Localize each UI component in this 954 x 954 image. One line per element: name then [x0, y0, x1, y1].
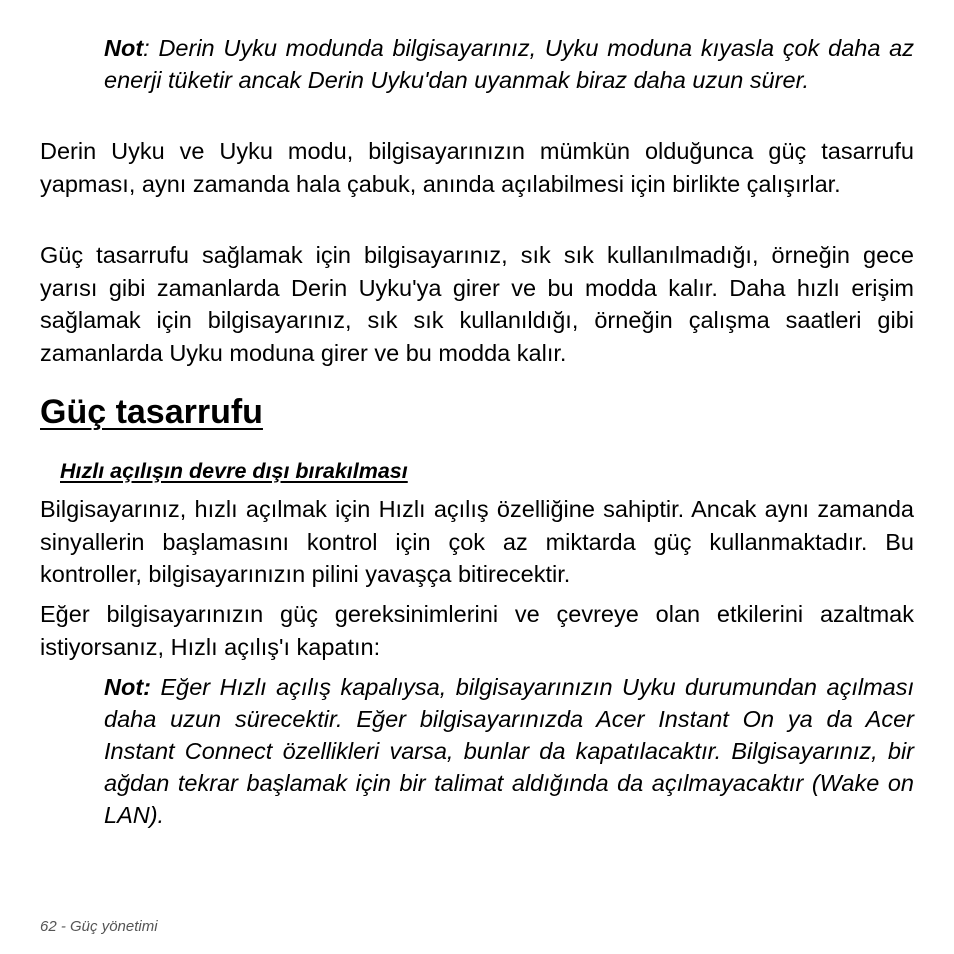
- note-text: Eğer Hızlı açılış kapalıysa, bilgisayarınızın Uyku durumundan açılması daha uzun sürecektir. Eğer bilgisayarınızda Acer Instant On ya da Acer Instant Connect özellikleri varsa, bunlar da kapatılacaktır. Bilgisayarınız, bir ağdan tekrar başlamak için bir talimat aldığında da açılmayacaktır (Wake on LAN).: [104, 674, 914, 828]
- note-label: Not: [104, 35, 144, 61]
- section-heading: Güç tasarrufu: [40, 393, 263, 431]
- note-deep-sleep: [104, 32, 914, 96]
- paragraph-fast-startup: Bilgisayarınız, hızlı açılmak için Hızlı açılış özelliğine sahiptir. Ancak aynı zamanda sinyallerin başlamasını kontrol için çok az miktarda güç kullanmaktadır. Bu kontroller, bilgisayarınızın pilini yavaşça bitirecektir.: [40, 496, 914, 587]
- page-footer: 62 - Güç yönetimi: [40, 918, 158, 935]
- paragraph-disable-instruction: Eğer bilgisayarınızın güç gereksinimlerini ve çevreye olan etkilerini azaltmak istiyorsanız, Hızlı açılış'ı kapatın:: [40, 601, 914, 660]
- note-label: Not:: [104, 674, 151, 700]
- note-text: : Derin Uyku modunda bilgisayarınız, Uyku moduna kıyasla çok daha az enerji tüketir ancak Derin Uyku'dan uyanmak biraz daha uzun sürer.: [104, 35, 914, 93]
- note-fast-startup-off: [104, 671, 914, 831]
- paragraph-sleep-modes: Derin Uyku ve Uyku modu, bilgisayarınızın mümkün olduğunca güç tasarrufu yapması, aynı zamanda hala çabuk, anında açılabilmesi için birlikte çalışırlar.: [40, 138, 914, 197]
- subsection-heading: Hızlı açılışın devre dışı bırakılması: [60, 459, 408, 483]
- paragraph-power-saving-behavior: Güç tasarrufu sağlamak için bilgisayarınız, sık sık kullanılmadığı, örneğin gece yarısı gibi zamanlarda Derin Uyku'ya girer ve bu modda kalır. Daha hızlı erişim sağlamak için bilgisayarınız, sık sık kullanıldığı, örneğin çalışma saatleri gibi zamanlarda Uyku moduna girer ve bu modda kalır.: [40, 242, 914, 366]
